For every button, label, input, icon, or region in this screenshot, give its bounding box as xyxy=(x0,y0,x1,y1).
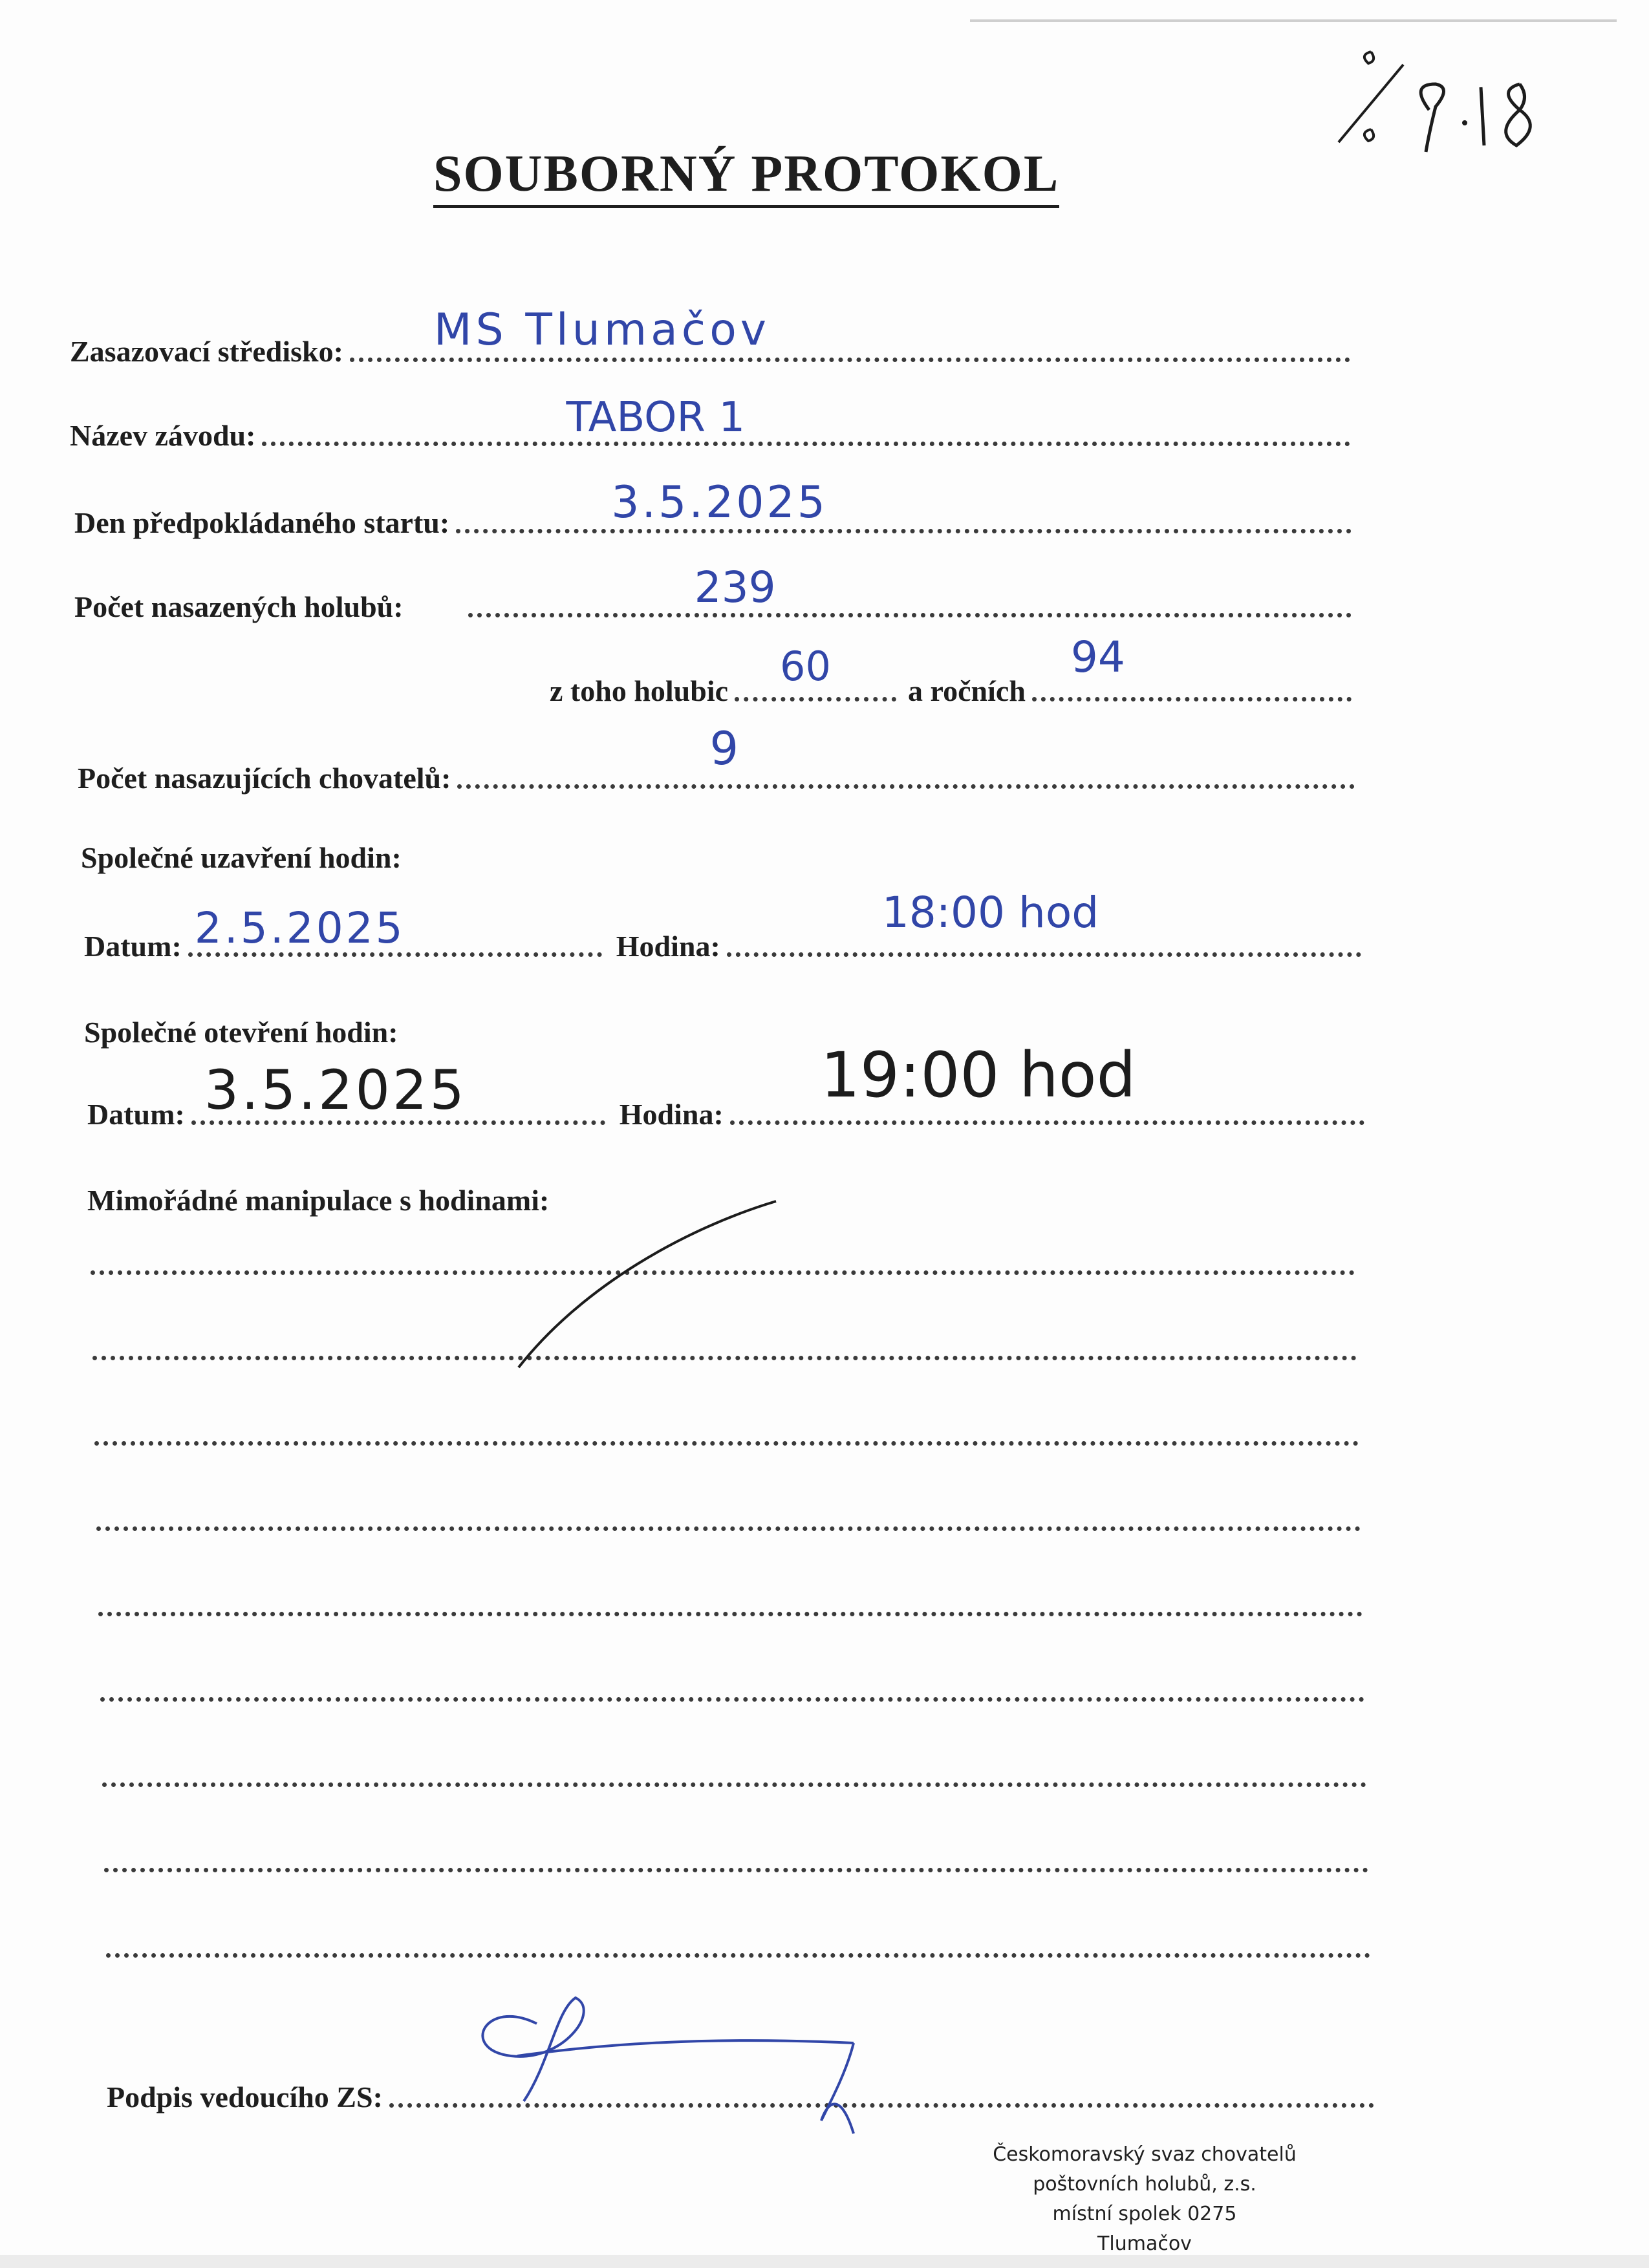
chovatele-line[interactable] xyxy=(457,722,1355,789)
holubi-line[interactable] xyxy=(468,562,1352,617)
association-stamp xyxy=(925,2140,1364,2259)
rocni-line[interactable] xyxy=(1032,632,1352,701)
holubice-line[interactable] xyxy=(735,643,896,701)
stamp-line: místní spolek 0275 xyxy=(1052,2203,1237,2225)
otevreni-datum-label: Datum: xyxy=(87,1098,185,1131)
scan-edge xyxy=(970,19,1617,22)
manipulace-line[interactable] xyxy=(96,1526,1361,1531)
manipulace-line[interactable] xyxy=(102,1782,1366,1787)
stamp-line: Českomoravský svaz chovatelů xyxy=(993,2143,1297,2166)
field-row-chovatele xyxy=(78,722,1355,795)
manipulace-line[interactable] xyxy=(104,1868,1368,1872)
stredisko-value: MS Tlumačov xyxy=(433,305,771,356)
manipulace-line[interactable] xyxy=(106,1953,1370,1958)
otevreni-row xyxy=(87,1039,1364,1131)
field-row-zavod xyxy=(70,394,1350,453)
manipulace-line[interactable] xyxy=(100,1697,1364,1702)
uzavreni-hodina-label: Hodina: xyxy=(616,930,720,963)
page-title: SOUBORNÝ PROTOKOL xyxy=(433,145,1059,208)
start-label: Den předpokládaného startu: xyxy=(74,506,450,539)
otevreni-heading: Společné otevření hodin: xyxy=(84,1016,398,1049)
otevreni-hodina-label: Hodina: xyxy=(619,1098,724,1131)
field-row-start xyxy=(74,477,1352,540)
corner-note xyxy=(1332,39,1552,162)
field-row-holubice xyxy=(550,632,1352,708)
stredisko-label: Zasazovací středisko: xyxy=(70,335,343,368)
zavod-value: TABOR 1 xyxy=(566,394,746,442)
podpis-label: Podpis vedoucího ZS: xyxy=(107,2081,383,2113)
rocni-value: 94 xyxy=(1070,632,1125,682)
uzavreni-row xyxy=(84,888,1361,963)
strike-through-mark xyxy=(517,1196,802,1377)
otevreni-hodina-line[interactable] xyxy=(730,1039,1364,1125)
uzavreni-hodina-line[interactable] xyxy=(727,888,1361,957)
manipulace-line[interactable] xyxy=(94,1441,1359,1446)
zavod-line[interactable] xyxy=(262,394,1350,446)
uzavreni-datum-label: Datum: xyxy=(84,930,182,963)
stamp-line: poštovních holubů, z.s. xyxy=(1033,2173,1256,2196)
chovatele-value: 9 xyxy=(709,722,738,775)
uzavreni-heading: Společné uzavření hodin: xyxy=(81,841,402,874)
uzavreni-datum-value: 2.5.2025 xyxy=(194,903,405,953)
field-row-holubi xyxy=(74,562,1352,624)
stredisko-line[interactable] xyxy=(350,305,1350,362)
otevreni-hodina-value: 19:00 hod xyxy=(820,1039,1136,1111)
holubice-label: z toho holubic xyxy=(550,674,729,707)
manipulace-heading: Mimořádné manipulace s hodinami: xyxy=(87,1184,550,1217)
signature xyxy=(446,1972,886,2140)
uzavreni-hodina-value: 18:00 hod xyxy=(881,888,1099,937)
holubi-label: Počet nasazených holubů: xyxy=(74,590,404,623)
rocni-label: a ročních xyxy=(908,674,1026,707)
corner-note-handwriting xyxy=(1332,39,1552,162)
holubice-value: 60 xyxy=(780,643,831,690)
start-value: 3.5.2025 xyxy=(611,477,828,528)
otevreni-datum-line[interactable] xyxy=(191,1058,605,1125)
field-row-stredisko xyxy=(70,305,1350,369)
otevreni-datum-value: 3.5.2025 xyxy=(204,1058,467,1122)
zavod-label: Název závodu: xyxy=(70,419,256,452)
start-line[interactable] xyxy=(456,477,1352,533)
scan-edge xyxy=(0,2255,1649,2268)
holubi-value: 239 xyxy=(694,562,776,612)
manipulace-line[interactable] xyxy=(98,1612,1363,1616)
uzavreni-datum-line[interactable] xyxy=(188,903,602,957)
stamp-line: Tlumačov xyxy=(1097,2232,1192,2255)
chovatele-label: Počet nasazujících chovatelů: xyxy=(78,762,451,795)
